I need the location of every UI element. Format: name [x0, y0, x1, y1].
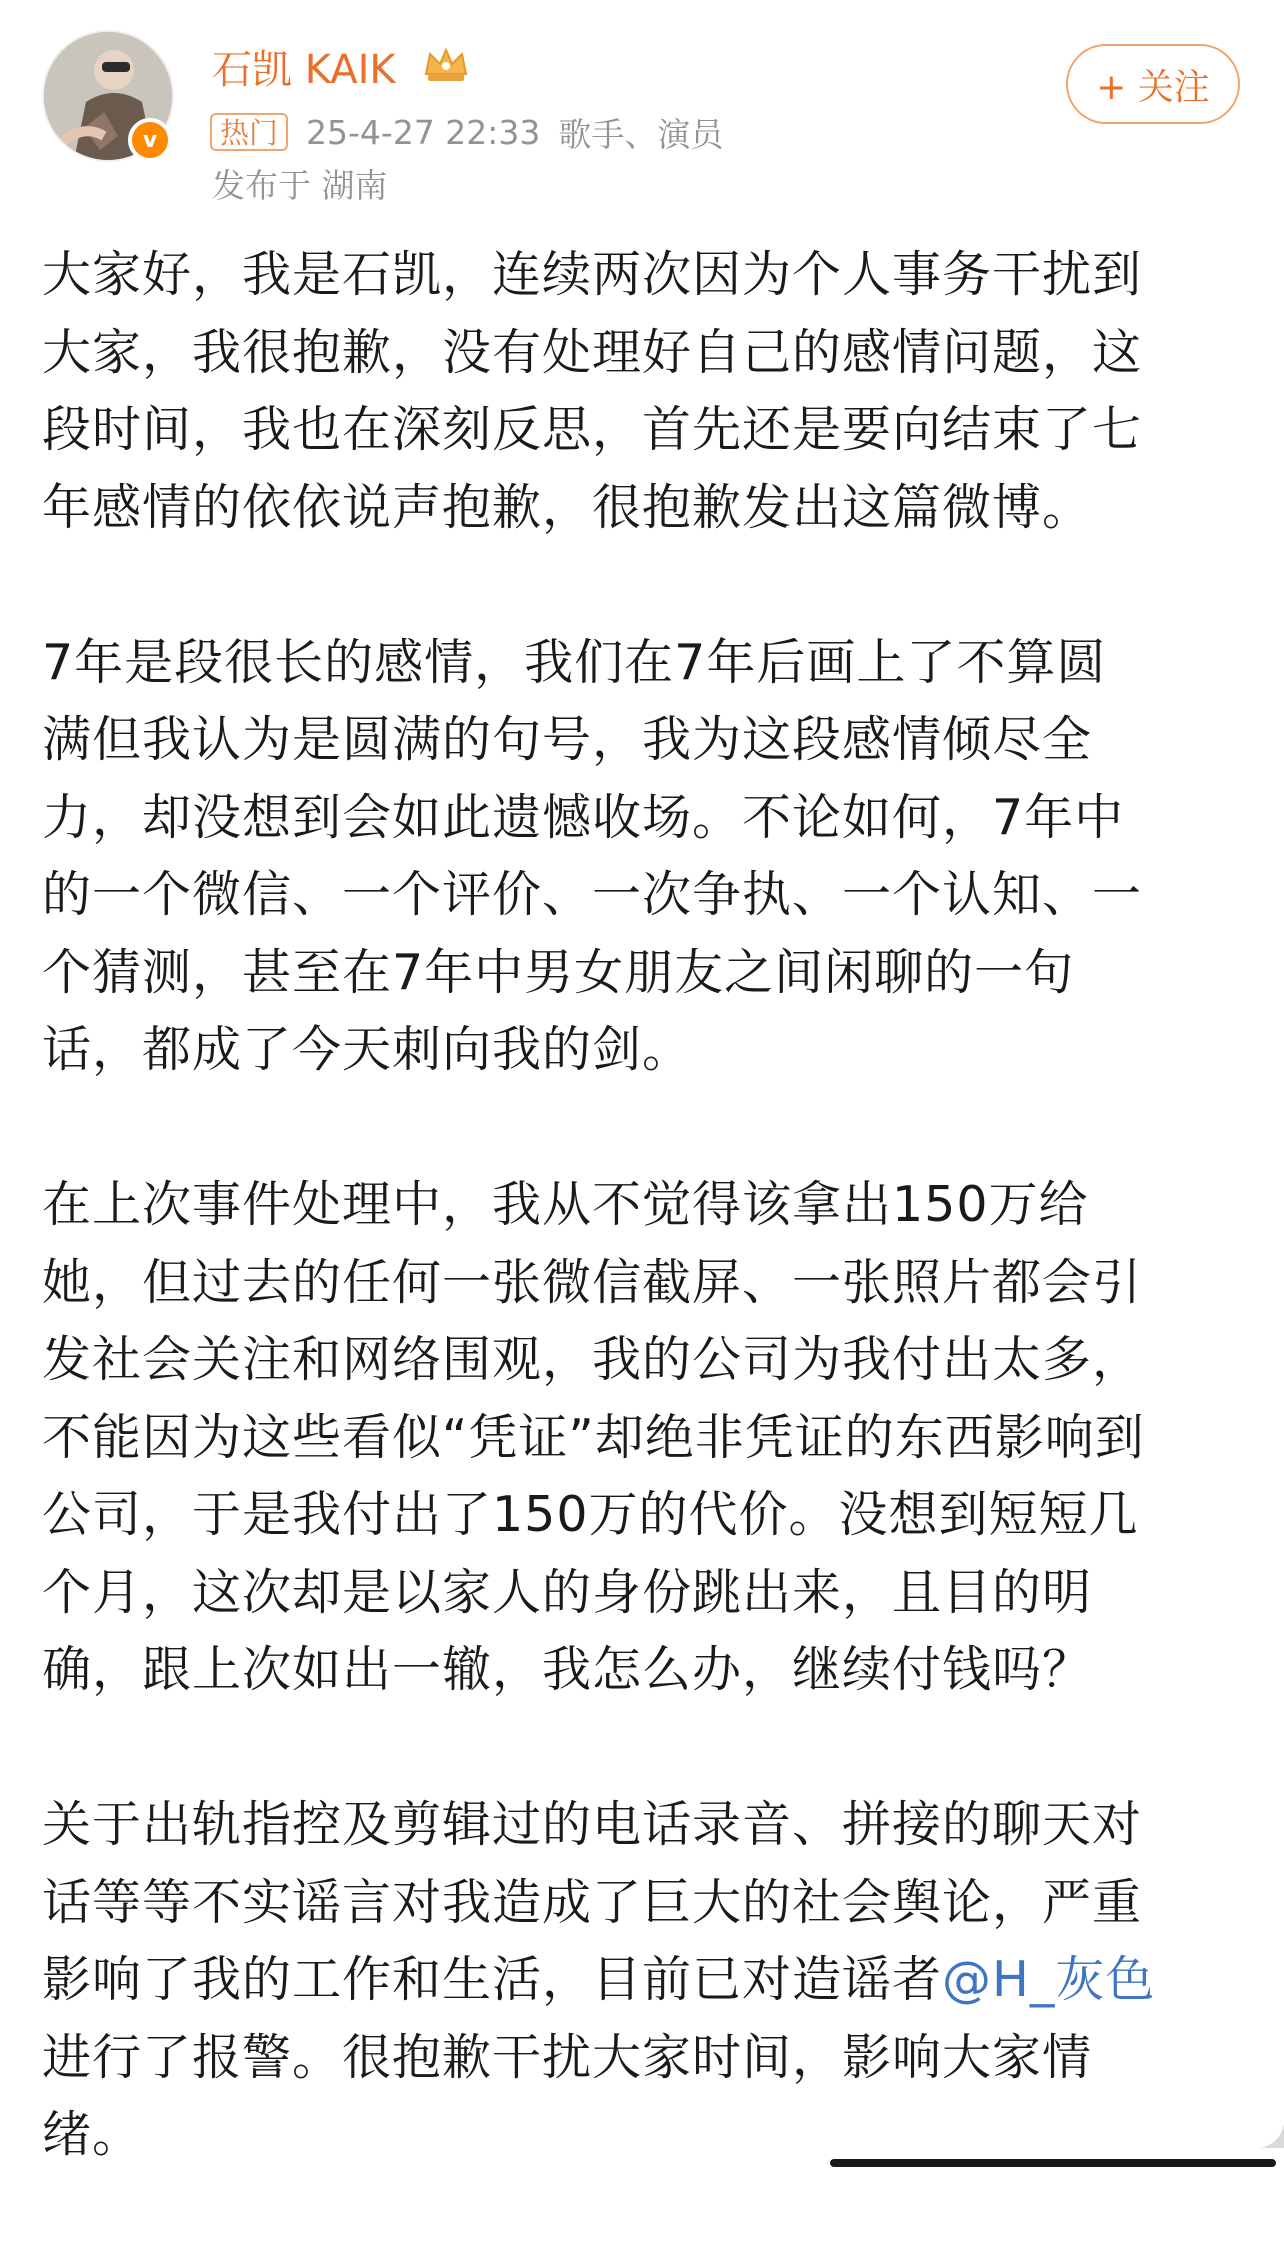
verified-badge-icon: v — [128, 118, 172, 162]
text-line: 她，但过去的任何一张微信截屏、一张照片都会引 — [42, 1253, 1143, 1311]
timestamp: 25-4-27 22:33 — [306, 112, 541, 152]
paragraph-1 — [42, 236, 1242, 546]
text-line-with-mention — [42, 1941, 1242, 2019]
paragraph-4 — [42, 1786, 1242, 2174]
follow-button[interactable]: + 关注 — [1066, 44, 1240, 124]
text-line: 确，跟上次如出一辙，我怎么办，继续付钱吗？ — [42, 1641, 1093, 1698]
text-line: 大家好，我是石凯，连续两次因为个人事务干扰到 — [42, 246, 1143, 303]
text-segment: 影响了我的工作和生活，目前已对造谣者 — [42, 1951, 943, 2008]
text-line: 关于出轨指控及剪辑过的电话录音、拼接的聊天对 — [42, 1796, 1143, 1853]
meta-row — [210, 110, 723, 154]
author-tags: 歌手、演员 — [558, 114, 724, 154]
text-line: 满但我认为是圆满的句号，我为这段感情倾尽全 — [42, 711, 1093, 768]
text-line: 不能因为这些看似“凭证”却绝非凭证的东西影响到 — [42, 1408, 1145, 1466]
text-line: 公司，于是我付出了150万的代价。没想到短短几 — [42, 1486, 1139, 1543]
home-indicator[interactable] — [830, 2159, 1276, 2167]
text-line: 力，却没想到会如此遗憾收场。不论如何，7年中 — [42, 788, 1125, 846]
text-line: 在上次事件处理中，我从不觉得该拿出150万给 — [42, 1176, 1089, 1233]
text-line: 段时间，我也在深刻反思，首先还是要向结束了七 — [42, 401, 1143, 458]
text-line: 7年是段很长的感情，我们在7年后画上了不算圆 — [42, 633, 1107, 691]
text-line: 大家，我很抱歉，没有处理好自己的感情问题，这 — [42, 323, 1143, 381]
post-location: 发布于 湖南 — [212, 166, 388, 205]
text-line: 进行了报警。很抱歉干扰大家时间，影响大家情 — [42, 2028, 1093, 2086]
crown-icon — [422, 44, 470, 84]
text-line: 话，都成了今天刺向我的剑。 — [42, 1021, 693, 1078]
post-header — [0, 0, 1284, 210]
text-line: 的一个微信、一个评价、一次争执、一个认知、一 — [42, 866, 1143, 923]
hot-badge: 热门 — [210, 113, 288, 151]
text-line: 年感情的依依说声抱歉，很抱歉发出这篇微博。 — [42, 478, 1093, 536]
mention-link[interactable]: @H_灰色 — [942, 1951, 1156, 2008]
author-name[interactable]: 石凯 KAIK — [212, 47, 396, 93]
text-line: 发社会关注和网络围观，我的公司为我付出太多， — [42, 1331, 1143, 1388]
text-line: 话等等不实谣言对我造成了巨大的社会舆论，严重 — [42, 1873, 1143, 1931]
text-line: 绪。 — [42, 2106, 143, 2163]
text-line: 个猜测，甚至在7年中男女朋友之间闲聊的一句 — [42, 943, 1075, 1001]
paragraph-2 — [42, 624, 1242, 1089]
text-line: 个月，这次却是以家人的身份跳出来，且目的明 — [42, 1563, 1093, 1621]
scroll-corner-icon — [1260, 2124, 1284, 2148]
paragraph-3 — [42, 1166, 1242, 1709]
post-body — [42, 236, 1242, 2251]
